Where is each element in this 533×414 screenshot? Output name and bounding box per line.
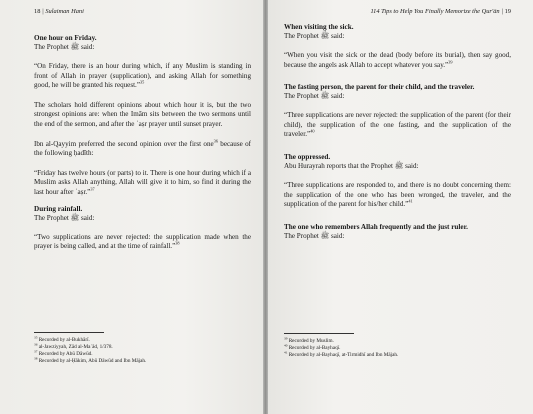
quote-rainfall: “Two supplications are never rejected: the supplication made when the prayer is being called, and at the time of rainfall.”$^{38}$ xyxy=(34,232,251,251)
section-intro-sick: The Prophet ﷺ said: xyxy=(284,32,345,40)
footnote: $^{39}$ Recorded by Muslim. xyxy=(284,336,334,344)
right-running-header xyxy=(284,6,511,18)
left-page xyxy=(0,0,263,414)
right-page-body xyxy=(284,23,511,241)
section-heading-oppressed: The oppressed. xyxy=(284,152,331,161)
left-page-body xyxy=(34,34,251,252)
footnote: $^{41}$ Recorded by al-Bayhaqī, at-Tirmidhī and Ibn Mājah. xyxy=(284,350,399,358)
left-running-header xyxy=(34,6,251,18)
section-intro-remembers-allah: The Prophet ﷺ said: xyxy=(284,231,345,240)
footnote: $^{37}$ Recorded by Abū Dāwūd. xyxy=(34,349,93,357)
footnote: $^{40}$ Recorded by al-Bayhaqī. xyxy=(284,343,341,351)
footnote: $^{36}$ al-Jawziyyah, Zād al-Maʿād, 1/378. xyxy=(34,342,113,350)
quote-friday-hour: “On Friday, there is an hour during which, if any Muslim is standing in front of Allah in prayer (supplication), and asking Allah for something good, he will be granted his request.”$^{35}$ xyxy=(34,62,251,90)
quote-visiting-sick: “When you visit the sick or the dead (body before its burial), then say good, because the angels ask Allah to accept whatever you say.”$^{39}$ xyxy=(284,51,511,69)
paragraph-ibn-qayyim: Ibn al-Qayyim preferred the second opinion over the first one$^{36}$ because of the following ḥadīth: xyxy=(34,138,251,158)
footnote: $^{35}$ Recorded by al-Bukhārī. xyxy=(34,335,90,343)
right-page-number: 19 xyxy=(504,8,511,15)
section-heading-rainfall: During rainfall. xyxy=(34,204,83,213)
section-heading-remembers-allah: The one who remembers Allah frequently and the just ruler. xyxy=(284,222,468,231)
section-intro-friday: The Prophet ﷺ said: xyxy=(34,43,95,51)
right-footnotes xyxy=(284,333,511,359)
left-running-head: | Sulaiman Hani xyxy=(42,8,84,15)
quote-oppressed: “Three supplications are responded to, and there is no doubt concerning them: the supplication of the one who has been wronged, the traveler, and the supplication of the parent for his/her child.”$^{41}$ xyxy=(284,180,511,209)
quote-three-supplications: “Three supplications are never rejected: the supplication of the parent (for their child), the supplication of the one fasting, and the supplication of the traveler.”$^{40}$ xyxy=(284,111,511,139)
left-page-number: 18 xyxy=(34,8,41,15)
section-intro-oppressed: Abu Hurayrah reports that the Prophet ﷺ said: xyxy=(284,161,419,170)
section-heading-fasting: The fasting person, the parent for their child, and the traveler. xyxy=(284,83,475,92)
right-running-head: 114 Tips to Help You Finally Memorize the Qur'ān | xyxy=(370,8,503,15)
section-intro-rainfall: The Prophet ﷺ said: xyxy=(34,213,95,222)
right-page xyxy=(268,0,533,414)
footnote-rule xyxy=(34,332,104,333)
footnote: $^{38}$ Recorded by al-Ḥākim, Abū Dāwūd and Ibn Mājah. xyxy=(34,356,147,364)
section-heading-friday: One hour on Friday. xyxy=(34,34,97,42)
section-intro-fasting: The Prophet ﷺ said: xyxy=(284,92,345,101)
section-heading-sick: When visiting the sick. xyxy=(284,23,354,31)
left-footnotes xyxy=(34,332,249,365)
quote-friday-twelve-hours: “Friday has twelve hours (or parts) to it. There is one hour during which if a Muslim asks Allah anything, Allah will give it to him, so find it during the last hour after ʿaṣr.”$^{37}$ xyxy=(34,168,251,196)
paragraph-scholars: The scholars hold different opinions about which hour it is, but the two strongest opinions are: when the Imām sits between the two sermons until the end of the sermon, and after the ʿaṣr prayer until sunset prayer. xyxy=(34,100,251,128)
footnote-rule xyxy=(284,333,354,334)
